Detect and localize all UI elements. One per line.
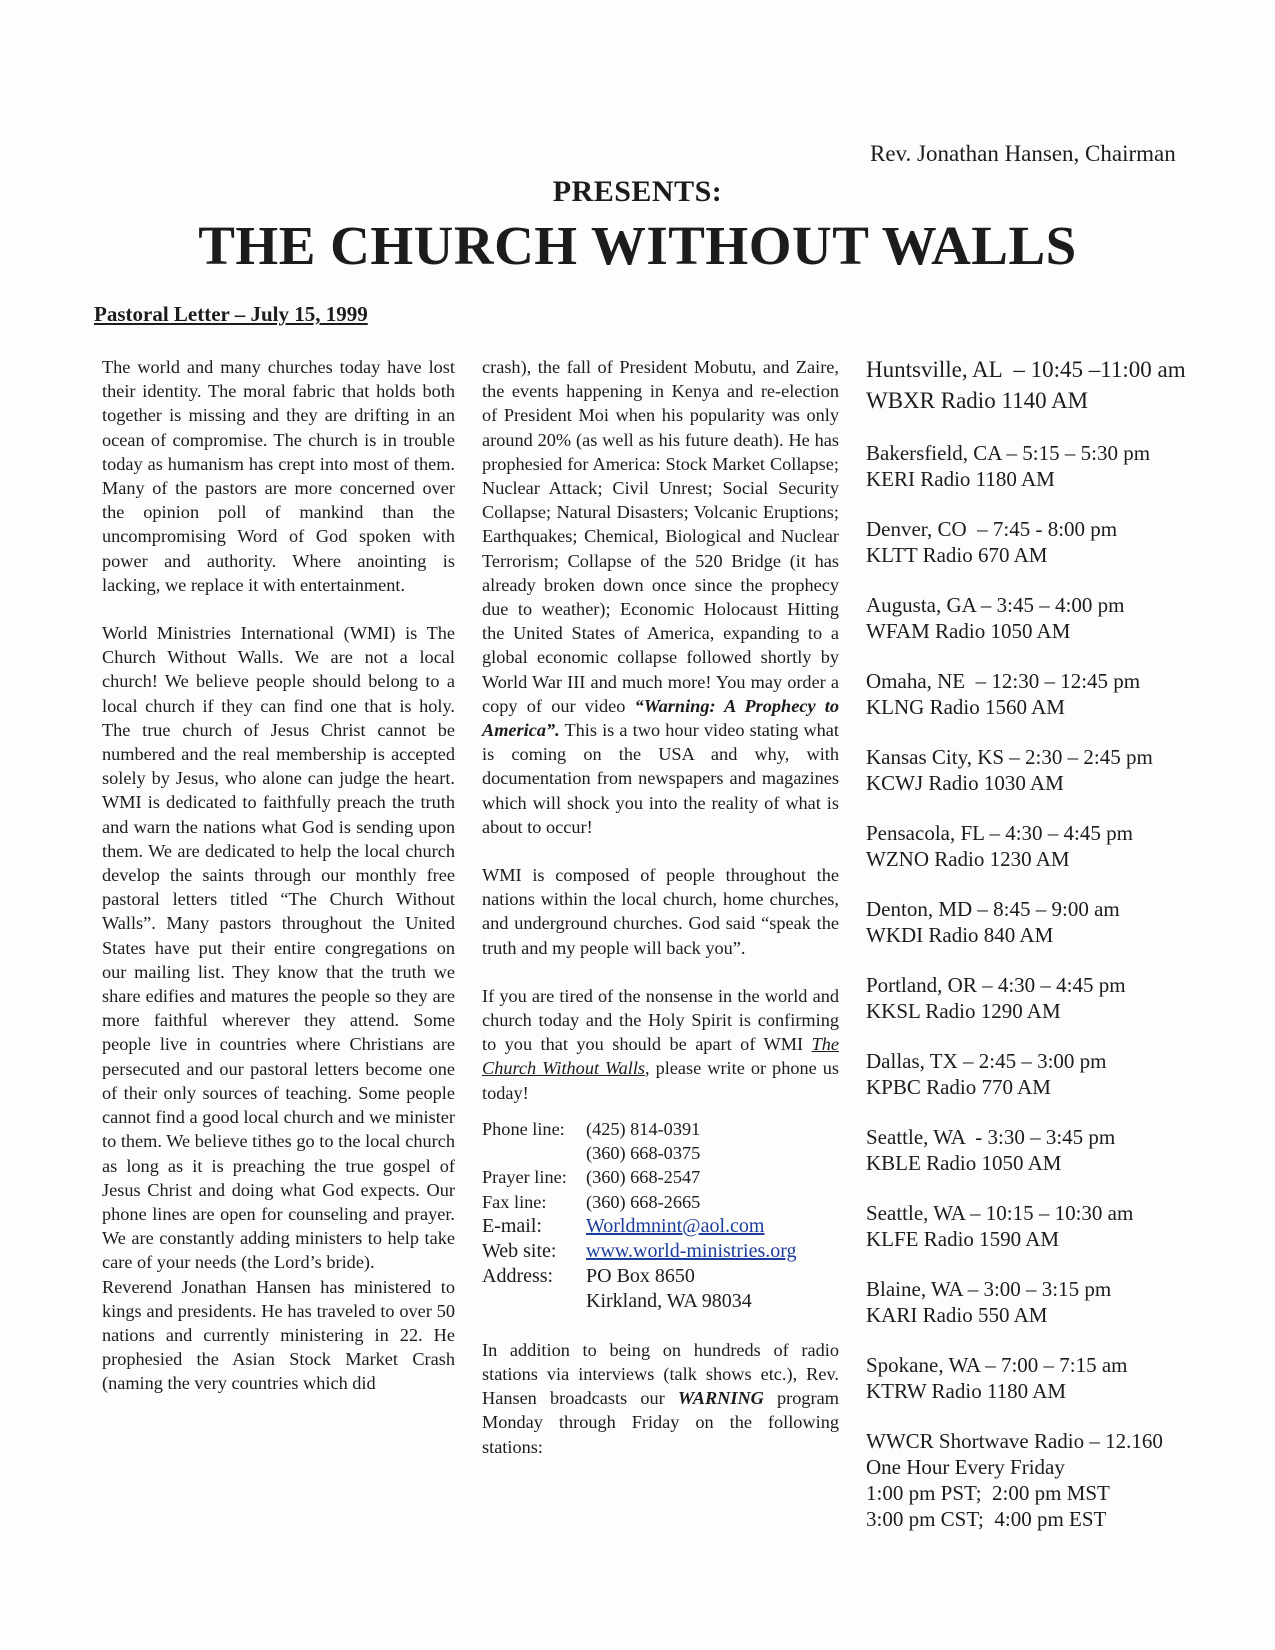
station-schedule: Blaine, WA – 3:00 – 3:15 pm — [866, 1277, 1112, 1301]
station-radio: KERI Radio 1180 AM — [866, 467, 1055, 491]
station-schedule: Spokane, WA – 7:00 – 7:15 am — [866, 1353, 1128, 1377]
station-schedule: Denver, CO – 7:45 - 8:00 pm — [866, 517, 1118, 541]
station-item — [866, 1048, 1266, 1100]
contact-prayer-row — [482, 1165, 839, 1189]
fax-label: Fax line: — [482, 1191, 547, 1212]
column-2 — [482, 355, 839, 1459]
station-item — [866, 592, 1266, 644]
contact-address2-row — [482, 1289, 839, 1314]
paragraph-identity: The world and many churches today have lost their identity. The moral fabric that holds both together is missing and they are drifting in an ocean of compromise. The church is in trouble today as humanism has crept into most of them. Many of the pastors are more concerned over the opinion poll of mankind than the uncompromising Word of God spoken with power and authority. Where anointing is lacking, we replace it with entertainment. — [102, 357, 455, 595]
web-label: Web site: — [482, 1239, 557, 1262]
station-item — [866, 972, 1266, 1024]
station-radio: KTRW Radio 1180 AM — [866, 1379, 1067, 1403]
presents-heading: PRESENTS: — [552, 175, 723, 208]
contact-phone-row — [482, 1117, 839, 1141]
station-schedule: Omaha, NE – 12:30 – 12:45 pm — [866, 669, 1141, 693]
station-radio: KKSL Radio 1290 AM — [866, 999, 1061, 1023]
station-radio: KBLE Radio 1050 AM — [866, 1151, 1062, 1175]
station-item — [866, 516, 1266, 568]
station-schedule: Dallas, TX – 2:45 – 3:00 pm — [866, 1049, 1107, 1073]
address-line-1: PO Box 8650 — [586, 1264, 695, 1287]
church-title-link: The Church Without Walls — [482, 1034, 839, 1079]
email-label: E-mail: — [482, 1214, 542, 1237]
station-item — [866, 820, 1266, 872]
station-item — [866, 896, 1266, 948]
station-schedule: Portland, OR – 4:30 – 4:45 pm — [866, 973, 1126, 997]
page-title: THE CHURCH WITHOUT WALLS — [198, 215, 1077, 276]
fax-number: (360) 668-2665 — [586, 1191, 701, 1212]
invitation-end: , please write or phone us today! — [482, 1058, 839, 1103]
column-1 — [102, 355, 455, 1396]
station-item — [866, 744, 1266, 796]
paragraph-composition: WMI is composed of people throughout the nations within the local church, home churches, and underground churches. God said “speak the truth and my people will back you”. — [482, 865, 839, 958]
paragraph-invitation — [482, 984, 839, 1105]
station-schedule: Denton, MD – 8:45 – 9:00 am — [866, 897, 1120, 921]
station-radio: KPBC Radio 770 AM — [866, 1075, 1051, 1099]
chairman-line: Rev. Jonathan Hansen, Chairman — [870, 141, 1176, 166]
station-schedule: Bakersfield, CA – 5:15 – 5:30 pm — [866, 441, 1151, 465]
stations-column — [866, 354, 1266, 1532]
contact-address-row — [482, 1264, 839, 1289]
station-radio: KARI Radio 550 AM — [866, 1303, 1048, 1327]
paragraph-broadcast — [482, 1338, 839, 1459]
station-schedule: Kansas City, KS – 2:30 – 2:45 pm — [866, 745, 1153, 769]
station-schedule: Augusta, GA – 3:45 – 4:00 pm — [866, 593, 1125, 617]
contact-phone2-row — [482, 1141, 839, 1165]
station-schedule: Seattle, WA - 3:30 – 3:45 pm — [866, 1125, 1116, 1149]
station-radio: WFAM Radio 1050 AM — [866, 619, 1071, 643]
shortwave-frequency-note: One Hour Every Friday — [866, 1455, 1065, 1479]
station-radio: KCWJ Radio 1030 AM — [866, 771, 1064, 795]
prophecies-text: crash), the fall of President Mobutu, and Zaire, the events happening in Kenya and re-election of President Moi when his popularity was only around 20% (as well as his future death). He has prophesied for America: Stock Market Collapse; Nuclear Attack; Civil Unrest; Social Security Collapse; Natural Disasters; Volcanic Eruptions; Earthquakes; Chemical, Biological and Nuclear Terrorism; Collapse of the 520 Bridge (it has already broken down once since the prophecy due to weather); Economic Holocaust Hitting the United States of America, expanding to a global economic collapse followed shortly by World War III and much more! You may order a copy of our video — [482, 357, 839, 716]
prayer-label: Prayer line: — [482, 1167, 567, 1188]
prayer-number: (360) 668-2547 — [586, 1167, 701, 1188]
station-schedule: Pensacola, FL – 4:30 – 4:45 pm — [866, 821, 1133, 845]
phone-label: Phone line: — [482, 1118, 565, 1139]
warning-program: WARNING — [677, 1388, 764, 1409]
station-item — [866, 1276, 1266, 1328]
paragraph-wmi: World Ministries International (WMI) is The Church Without Walls. We are not a local church! We believe people should belong to a local church if they can find one that is holy. The true church of Jesus Christ cannot be numbered and the real membership is accepted solely by Jesus, who alone can judge the heart. WMI is dedicated to faithfully preach the truth and warn the nations what God is sending upon them. We are dedicated to help the local church develop the saints through our monthly free pastoral letters titled “The Church Without Walls”. Many pastors throughout the United States have put their entire congregations on our mailing list. They know that the truth we share edifies and matures the people so they are more faithful wherever they attend. Some people live in countries where Christians are persecuted and our pastoral letters become one of their only sources of teaching. Some people cannot find a good local church and we minister to them. We believe tithes go to the local church as long as it is preaching the true gospel of Jesus Christ and doing what God expects. Our phone lines are open for counseling and prayer. We are constantly adding ministers to help take care of your needs (the Lord’s bride). — [102, 623, 455, 1273]
station-radio: WZNO Radio 1230 AM — [866, 847, 1070, 871]
address-label: Address: — [482, 1264, 554, 1287]
paragraph-prophecies — [482, 355, 839, 839]
video-description: This is a two hour video stating what is coming on the USA and why, with documentation from newspapers and magazines which will shock you into the reality of what is about to occur! — [482, 720, 839, 837]
station-item — [866, 1124, 1266, 1176]
station-item — [866, 1200, 1266, 1252]
shortwave-times-1: 1:00 pm PST; 2:00 pm MST — [866, 1481, 1110, 1505]
shortwave-block — [866, 1428, 1266, 1532]
broadcast-text: In addition to being on hundreds of radio stations via interviews (talk shows etc.), Rev. Hansen broadcasts our — [482, 1339, 839, 1409]
station-radio: WBXR Radio 1140 AM — [866, 388, 1089, 413]
station-schedule: Seattle, WA – 10:15 – 10:30 am — [866, 1201, 1134, 1225]
contact-email-row — [482, 1214, 839, 1239]
contact-block — [482, 1117, 839, 1314]
shortwave-station: WWCR Shortwave Radio – 12.160 — [866, 1429, 1163, 1453]
station-item — [866, 1352, 1266, 1404]
email-link[interactable]: Worldmnint@aol.com — [586, 1214, 765, 1237]
station-radio: WKDI Radio 840 AM — [866, 923, 1054, 947]
paragraph-reverend: Reverend Jonathan Hansen has ministered to kings and presidents. He has traveled to over 50 nations and currently ministering in 22. He prophesied the Asian Stock Market Crash (naming the very countries which did — [102, 1276, 455, 1394]
address-line-2: Kirkland, WA 98034 — [586, 1289, 752, 1312]
station-item — [866, 668, 1266, 720]
station-item — [866, 440, 1266, 492]
contact-web-row — [482, 1239, 839, 1264]
broadcast-end: program Monday through Friday on the following stations: — [482, 1388, 839, 1457]
station-schedule: Huntsville, AL – 10:45 –11:00 am — [866, 357, 1186, 382]
contact-fax-row — [482, 1190, 839, 1214]
letter-heading: Pastoral Letter – July 15, 1999 — [94, 302, 368, 326]
website-link[interactable]: www.world-ministries.org — [586, 1239, 797, 1262]
station-radio: KLFE Radio 1590 AM — [866, 1227, 1060, 1251]
phone-number-1: (425) 814-0391 — [586, 1118, 701, 1139]
shortwave-times-2: 3:00 pm CST; 4:00 pm EST — [866, 1507, 1107, 1531]
video-title: “Warning: A Prophecy to America”. — [482, 695, 840, 741]
invitation-text: If you are tired of the nonsense in the world and church today and the Holy Spirit is confirming to you that you should be apart of WMI — [482, 985, 839, 1055]
station-radio: KLNG Radio 1560 AM — [866, 695, 1065, 719]
phone-number-2: (360) 668-0375 — [586, 1143, 701, 1164]
station-item — [866, 354, 1266, 416]
station-radio: KLTT Radio 670 AM — [866, 543, 1048, 567]
